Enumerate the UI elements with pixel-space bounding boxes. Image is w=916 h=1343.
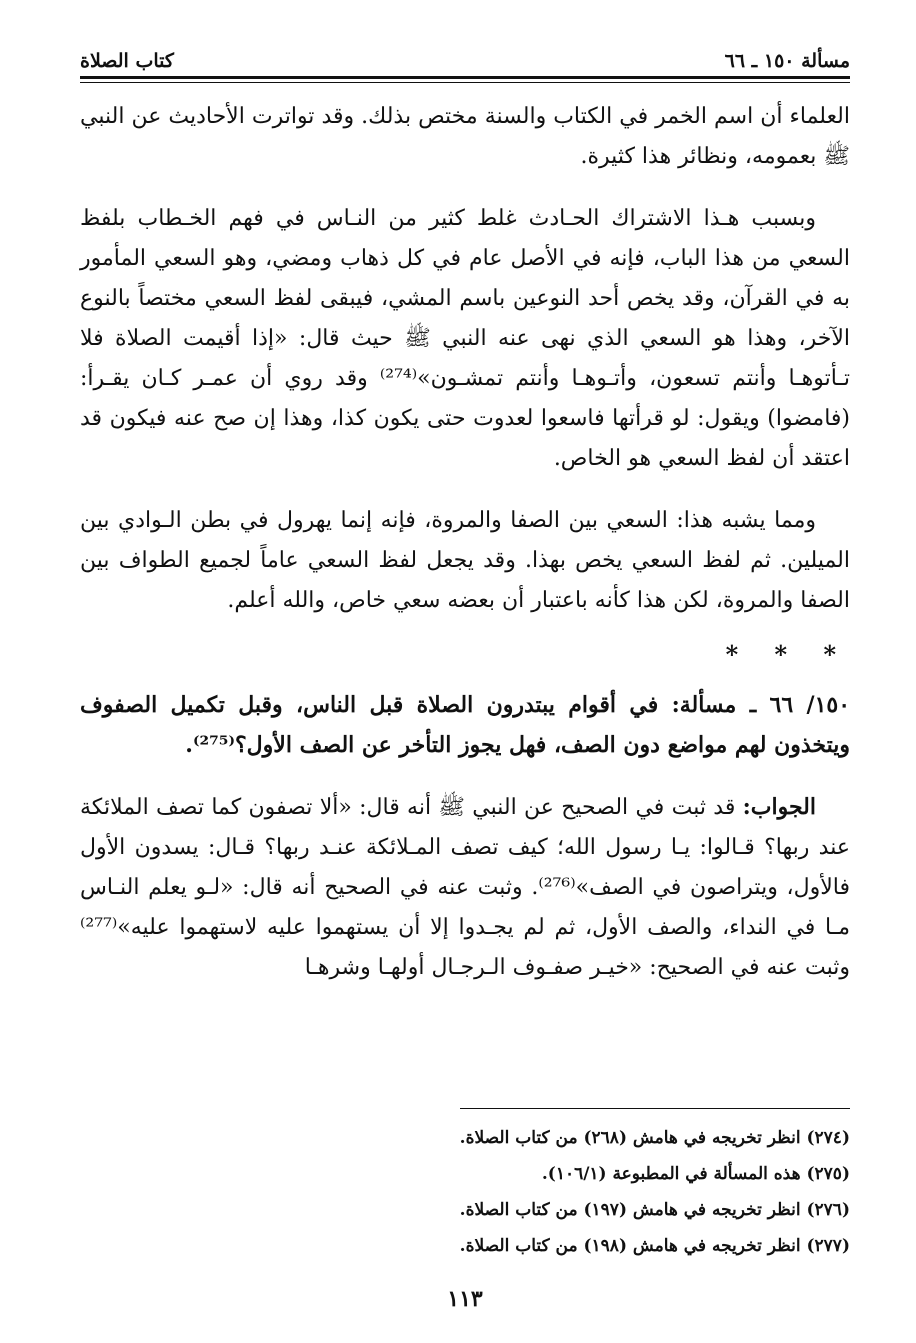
page-number: ١١٣: [447, 1286, 483, 1312]
question-text: في أقوام يبتدرون الصلاة قبل الناس، وقبل تكميل الصفوف ويتخذون لهم مواضع دون الصف، فهل يجوز التأخر عن الصف الأول؟⁽²⁷⁵⁾.: [80, 692, 850, 758]
paragraph-2: وبسبب هـذا الاشتراك الحـادث غلط كثير من النـاس في فهم الخـطاب بلفظ السعي من هذا الباب، فإنه في الأصل عام في كل ذهاب ومضي، وهو السعي المأمور به في القرآن، وقد يخص أحد النوعين باسم المشي، فيبقى لفظ السعي مختصاً بالنوع الآخر، وهذا هو السعي الذي نهى عنه النبي ﷺ حيث قال: «إذا أقيمت الصلاة فلا تـأتوهـا وأنتم تسعون، وأتـوهـا وأنتم تمشـون»⁽²⁷⁴⁾ وقد روي أن عمـر كـان يقـرأ: (فامضوا) ويقول: لو قرأتها فاسعوا لعدوت حتى يكون كذا، وهذا إن صح عنه فيكون قد اعتقد أن لفظ السعي هو الخاص.: [80, 206, 850, 471]
answer-block: [80, 787, 850, 988]
header-rule-thin: [80, 82, 850, 83]
paragraph-3: ومما يشبه هذا: السعي بين الصفا والمروة، فإنه إنما يهرول في بطن الـوادي بين الميلين. ثم لفظ السعي يخص بهذا. وقد يجعل لفظ السعي عاماً لجميع الطواف بين الصفا والمروة، لكن هذا كأنه باعتبار أن بعضه سعي خاص، والله أعلم.: [80, 508, 850, 613]
header-rule-thick: [80, 76, 850, 79]
main-text: [80, 97, 850, 988]
footnotes: [80, 1120, 850, 1264]
footnote-275: (٢٧٥) هذه المسألة في المطبوعة (١٠٦/١).: [541, 1164, 850, 1184]
footnote-277: (٢٧٧) انظر تخريجه في هامش (١٩٨) من كتاب الصلاة.: [459, 1236, 850, 1256]
header-book-title: كتاب الصلاة: [80, 50, 174, 72]
document-page: [80, 40, 851, 1312]
question-number: ١٥٠/ ٦٦ ـ مسألة:: [671, 692, 851, 718]
footnote-separator: [460, 1108, 850, 1109]
answer-label: الجواب:: [742, 794, 816, 820]
answer-text: قد ثبت في الصحيح عن النبي ﷺ أنه قال: «ألا تصفون كما تصف الملائكة عند ربها؟ قـالوا: يـا رسول الله؛ كيف تصف المـلائكة عنـد ربها؟ قـال: يسدون الأول فالأول، ويتراصون في الصف»⁽²⁷⁶⁾. وثبت عنه في الصحيح أنه قال: «لـو يعلم النـاس مـا في النداء، والصف الأول، ثم لم يجـدوا إلا أن يستهموا عليه لاستهموا عليه»⁽²⁷⁷⁾ وثبت عنه في الصحيح: «خيـر صفـوف الـرجـال أولهـا وشرهـا: [80, 795, 850, 980]
section-separator: * * *: [725, 640, 850, 669]
footnote-276: (٢٧٦) انظر تخريجه في هامش (١٩٧) من كتاب الصلاة.: [459, 1200, 850, 1220]
paragraph-1: العلماء أن اسم الخمر في الكتاب والسنة مختص بذلك. وقد تواترت الأحاديث عن النبي ﷺ بعمومه، ونظائر هذا كثيرة.: [80, 104, 850, 169]
header-question-ref: مسألة ١٥٠ ـ ٦٦: [724, 50, 850, 72]
footnote-274: (٢٧٤) انظر تخريجه في هامش (٢٦٨) من كتاب الصلاة.: [459, 1128, 850, 1148]
running-header: [80, 40, 850, 72]
question-block: [80, 685, 850, 765]
